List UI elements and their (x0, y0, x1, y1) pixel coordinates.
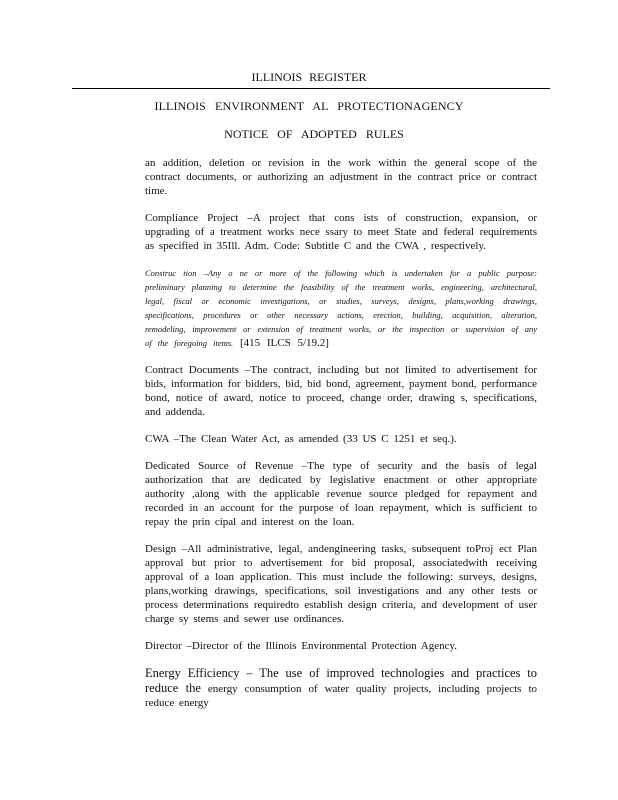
register-title: ILLINOIS REGISTER (251, 70, 367, 84)
energy-efficiency-rest: energy consumption of water quality projects, including projects to reduce energy (145, 683, 537, 709)
definition-contract-documents: Contract Documents –The contract, including but not limited to advertisement for bids, information for bidders, bid, bid bond, agreement, payment bond, performance bond, notice of award, notice to proceed, change order, drawing s, specifications, and addenda. (145, 364, 537, 418)
definition-construction (145, 266, 537, 350)
paragraph-change-order-continuation: an addition, deletion or revision in the work within the general scope of the contract documents, or authorizing an adjustment in the contract price or contract time. (145, 157, 537, 197)
definition-cwa: CWA –The Clean Water Act, as amended (33 US C 1251 et seq.). (145, 433, 457, 445)
definition-director: Director –Director of the Illinois Environmental Protection Agency. (145, 640, 458, 652)
energy-efficiency-lead: Energy Efficiency – The use of improved technologies and practices to reduce the (145, 666, 537, 695)
definition-dedicated-source-of-revenue: Dedicated Source of Revenue –The type of security and the basis of legal authorization that are dedicated by legislative enactment or other appropriate authority ,along with the applicable revenue source pledged for repayment and recorded in an account for the purpose of loan repayment, which is sufficient to repay the prin cipal and interest on the loan. (145, 460, 537, 528)
definition-compliance-project: Compliance Project –A project that cons ists of construction, expansion, or upgrading of a treatment works nece ssary to meet State and federal requirements as specified in 35Ill. Adm. Code: Subtitle C and the CWA , respectively. (145, 212, 537, 252)
header-rule (72, 88, 550, 89)
statute-citation: [415 ILCS 5/19.2] (233, 337, 329, 349)
construction-text: Construc tion –Any o ne or more of the following which is undertaken for a public purpose: preliminary planning to determine the feasibility of the treatment works, engineering, architectural, legal, fiscal or economic investigations, or studies, surveys, designs, plans,working drawings, specifications, procedures or other necessary actions, erection, building, acquisition, alteration, remodeling, improvement or extension of treatment works, or the inspection or supervision of any of the foregoing items. (145, 268, 537, 348)
definition-design: Design –All administrative, legal, andengineering tasks, subsequent toProj ect Plan approval but prior to advertisement for bid proposal, associatedwith receiving approval of a loan application. This must include the following: surveys, designs, plans,working drawings, specifications, soil investigations and any other tests or process determinations requiredto establish design criteria, and development of user charge sy stems and sewer use ordinances. (145, 543, 537, 625)
agency-name: ILLINOIS ENVIRONMENT AL PROTECTIONAGENCY (154, 99, 464, 113)
notice-title: NOTICE OF ADOPTED RULES (224, 127, 404, 141)
definition-energy-efficiency (145, 666, 537, 710)
document-body (145, 156, 537, 723)
